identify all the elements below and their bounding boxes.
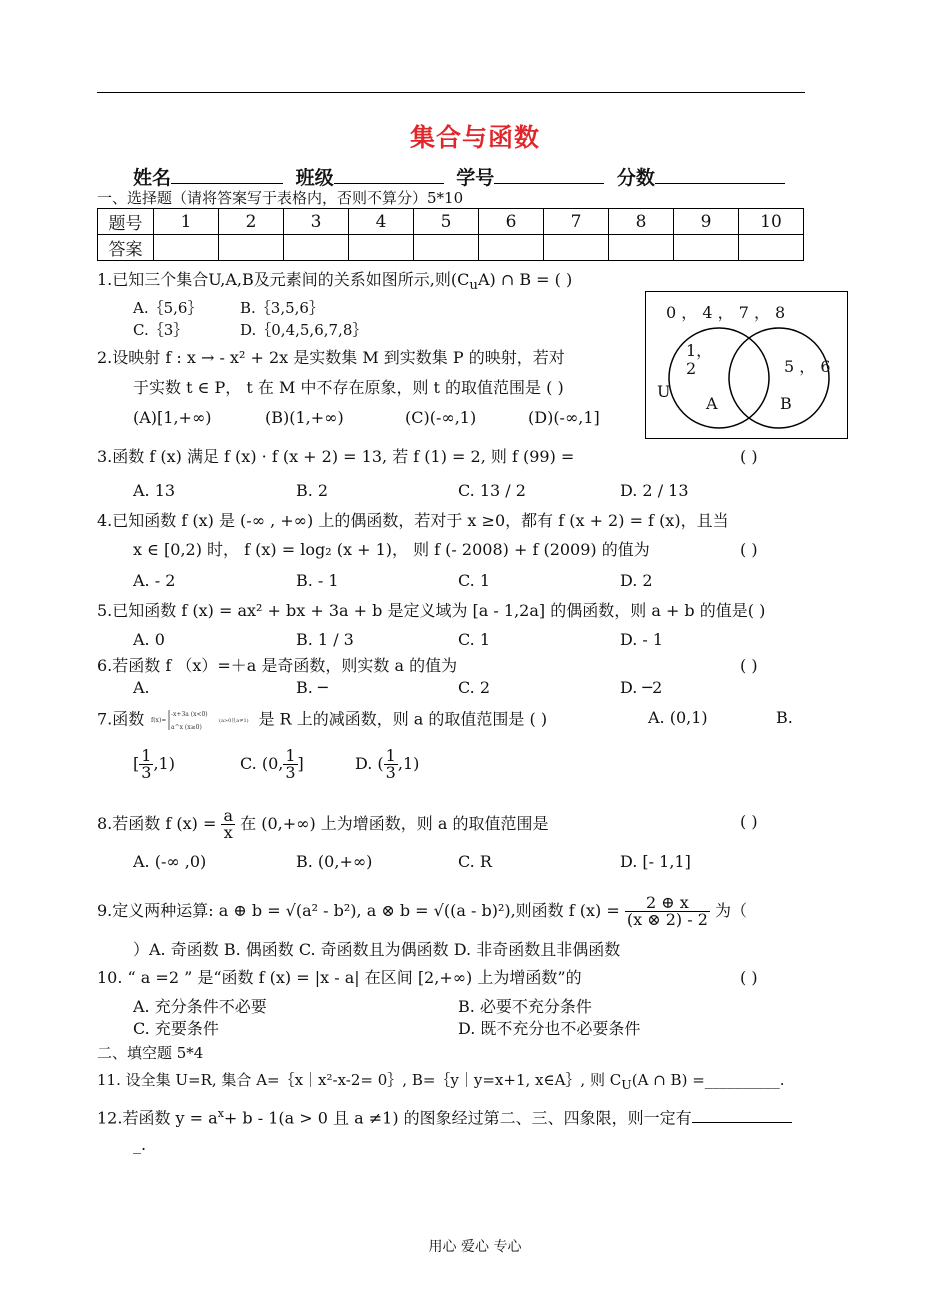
table-header-cell: 答案: [98, 235, 154, 261]
page-title: 集合与函数: [409, 123, 540, 152]
q4-option-c: C. 1: [458, 571, 491, 590]
question-1: [97, 270, 572, 296]
question-8-paren: ( ): [740, 812, 758, 831]
question-7-stem-end: 是 R 上的减函数，则 a 的取值范围是 ( ): [258, 709, 548, 729]
fraction-denominator: 3: [141, 763, 152, 782]
q3-option-d: D. 2 / 13: [620, 481, 689, 500]
venn-diagram: [645, 291, 848, 439]
question-4-paren: ( ): [740, 540, 758, 559]
venn-b-label: B: [780, 394, 792, 413]
q10-option-d: D. 既不充分也不必要条件: [458, 1019, 641, 1038]
q6-option-a: A.: [133, 678, 150, 697]
venn-a-only-elements: 1，2: [686, 341, 713, 378]
question-11: [97, 1070, 785, 1095]
venn-b-only-elements: 5 ， 6: [784, 357, 831, 376]
question-1-sub: u: [469, 278, 478, 294]
q7-option-b-open: [: [133, 754, 140, 773]
fraction-denominator: x: [223, 823, 233, 842]
table-cell: 7: [544, 209, 609, 235]
table-cell: 1: [154, 209, 219, 235]
q7-option-d: [355, 748, 419, 781]
id-label: 学号: [456, 167, 495, 189]
question-8-stem-end: 在 (0,+∞) 上为增函数，则 a 的取值范围是: [240, 814, 549, 833]
question-6-paren: ( ): [740, 656, 758, 675]
table-cell: 6: [479, 209, 544, 235]
question-2-cont: 于实数 t ∈ P， t 在 M 中不存在原象，则 t 的取值范围是 ( ): [133, 378, 564, 397]
q8-option-b: B. (0,+∞): [296, 852, 373, 871]
section-1-heading: 一、选择题（请将答案写于表格内，否则不算分）5*10: [97, 189, 464, 207]
q5-option-c: C. 1: [458, 630, 491, 649]
q5-option-b: B. 1 / 3: [296, 630, 354, 649]
q6-option-d: D. ─2: [620, 678, 663, 697]
set-b-circle: [729, 328, 829, 428]
question-5: 5.已知函数 f (x) = ax² + bx + 3a + b 是定义域为 [a - 1,2a] 的偶函数，则 a + b 的值是( ): [97, 601, 766, 620]
question-8-stem: 8.若函数 f (x) =: [97, 814, 217, 833]
question-1-stem-end: A) ∩ B = ( ): [477, 270, 573, 289]
question-9-tail: 为（: [715, 901, 748, 920]
q1-option-d: D.｛0,4,5,6,7,8｝: [240, 321, 368, 339]
q1-option-b: B.｛3,5,6｝: [240, 299, 324, 317]
set-a-circle: [669, 328, 769, 428]
q8-option-d: D. [- 1,1]: [620, 852, 691, 871]
class-blank[interactable]: [334, 165, 444, 184]
question-6: 6.若函数 f （x）=＋a 是奇函数，则实数 a 的值为: [97, 656, 458, 675]
venn-a-label: A: [706, 394, 718, 413]
table-cell: 10: [739, 209, 804, 235]
table-row: [98, 235, 804, 261]
svg-text:(a>0且a≠1): (a>0且a≠1): [219, 718, 249, 724]
answer-cell[interactable]: [219, 235, 284, 261]
q4-option-b: B. - 1: [296, 571, 339, 590]
answer-cell[interactable]: [284, 235, 349, 261]
fraction-numerator: 1: [385, 746, 396, 765]
answer-cell[interactable]: [479, 235, 544, 261]
id-blank[interactable]: [494, 165, 604, 184]
piecewise-formula-glyph: [149, 708, 253, 732]
name-blank[interactable]: [171, 165, 283, 184]
question-4: 4.已知函数 f (x) 是 (-∞ , +∞) 上的偶函数，若对于 x ≥0，都有 f (x + 2) = f (x)，且当: [97, 511, 729, 530]
q8-option-a: A. (-∞ ,0): [133, 852, 207, 871]
venn-outside-elements: 0 ， 4 ， 7 ， 8: [666, 303, 786, 322]
answer-cell[interactable]: [544, 235, 609, 261]
question-7: [97, 708, 547, 732]
question-9-stem: 9.定义两种运算: a ⊕ b = √(a² - b²), a ⊗ b = √((a - b)²),则函数 f (x) =: [97, 901, 620, 920]
q7-option-d-close: ,1): [397, 754, 420, 773]
table-cell: 3: [284, 209, 349, 235]
student-info-row: [133, 163, 791, 190]
table-cell: 2: [219, 209, 284, 235]
q7-option-c: [240, 748, 304, 781]
score-label: 分数: [616, 167, 655, 189]
fraction-denominator: 3: [285, 763, 296, 782]
fraction-q9: [625, 895, 710, 928]
question-10-paren: ( ): [740, 968, 758, 987]
section-2-heading: 二、填空题 5*4: [97, 1044, 204, 1062]
q6-option-b: B. ─: [296, 678, 328, 697]
q3-option-a: A. 13: [133, 481, 176, 500]
q10-option-c: C. 充要条件: [133, 1019, 219, 1038]
answer-table: [97, 208, 804, 261]
table-cell: 8: [609, 209, 674, 235]
q8-option-c: C. R: [458, 852, 492, 871]
answer-cell[interactable]: [609, 235, 674, 261]
q2-option-c: (C)(-∞,1): [405, 408, 477, 427]
q5-option-d: D. - 1: [620, 630, 664, 649]
q7-option-c-close: ]: [297, 754, 304, 773]
venn-u-label: U: [657, 382, 671, 401]
answer-cell[interactable]: [349, 235, 414, 261]
question-12-stem: 12.若函数 y = a: [97, 1108, 218, 1128]
header-rule: [97, 92, 805, 93]
question-10: 10. “ a =2 ” 是“函数 f (x) = |x - a| 在区间 [2,+∞) 上为增函数”的: [97, 968, 582, 987]
question-12-tail: + b - 1(a > 0 且 a ≠1) 的图象经过第二、三、四象限，则一定有: [223, 1108, 692, 1128]
q3-option-b: B. 2: [296, 481, 329, 500]
fraction-numerator: 1: [285, 746, 296, 765]
question-12-sup: x: [217, 1107, 224, 1120]
q7-option-c-open: C. (0,: [240, 754, 284, 773]
question-11-sub: U: [621, 1077, 632, 1092]
q10-option-b: B. 必要不充分条件: [458, 997, 592, 1016]
q4-option-a: A. - 2: [133, 571, 176, 590]
answer-cell[interactable]: [414, 235, 479, 261]
svg-text:f(x)=: f(x)=: [151, 717, 167, 724]
fraction-denominator: 3: [385, 763, 396, 782]
question-11-stem: 11. 设全集 U=R, 集合 A=｛x｜x²-x-2= 0｝, B=｛y｜y=x+1, x∈A｝, 则 C: [97, 1071, 622, 1089]
question-1-stem: 1.已知三个集合U,A,B及元素间的关系如图所示,则(C: [97, 270, 470, 289]
q7-option-b-close: ,1): [153, 754, 175, 773]
question-2: 2.设映射 f : x → - x² + 2x 是实数集 M 到实数集 P 的映射，若对: [97, 348, 565, 367]
answer-blank[interactable]: [692, 1106, 792, 1123]
question-12: [97, 1104, 792, 1128]
q4-option-d: D. 2: [620, 571, 653, 590]
q2-option-a: (A)[1,+∞): [133, 408, 212, 427]
fraction-one-third: [384, 748, 398, 781]
class-label: 班级: [295, 167, 334, 189]
piecewise-formula-image: [149, 708, 253, 732]
fraction-denominator: (x ⊗ 2) - 2: [626, 910, 708, 929]
fraction-numerator: 1: [141, 746, 152, 765]
question-7-stem: 7.函数: [97, 709, 145, 729]
svg-text:a^x (x≥0): a^x (x≥0): [171, 724, 203, 731]
question-9: [97, 895, 747, 928]
question-9-options: ）A. 奇函数 B. 偶函数 C. 奇函数且为偶函数 D. 非奇函数且非偶函数: [133, 940, 621, 959]
fraction-a-over-x: [221, 808, 235, 841]
name-label: 姓名: [133, 167, 172, 189]
fraction-one-third: [283, 748, 297, 781]
q1-option-a: A.｛5,6｝: [133, 299, 203, 317]
question-3: 3.函数 f (x) 满足 f (x) · f (x + 2) = 13, 若 f (1) = 2, 则 f (99) =: [97, 447, 575, 466]
svg-text:-x+3a (x<0): -x+3a (x<0): [171, 711, 209, 718]
q2-option-d: (D)(-∞,1]: [528, 408, 600, 427]
q5-option-a: A. 0: [133, 630, 165, 649]
question-12-cont: _.: [133, 1135, 147, 1154]
table-header-cell: 题号: [98, 209, 154, 235]
question-3-paren: ( ): [740, 447, 758, 466]
question-11-tail: (A ∩ B) =__________.: [631, 1071, 785, 1089]
answer-cell[interactable]: [674, 235, 739, 261]
q2-option-b: (B)(1,+∞): [265, 408, 344, 427]
q6-option-c: C. 2: [458, 678, 491, 697]
score-blank[interactable]: [655, 165, 785, 184]
question-4-cont: x ∈ [0,2) 时， f (x) = log₂ (x + 1)， 则 f (- 2008) + f (2009) 的值为: [133, 540, 650, 559]
q1-option-c: C.｛3｝: [133, 321, 189, 339]
fraction-numerator: 2 ⊕ x: [625, 895, 710, 912]
q7-option-d-open: D. (: [355, 754, 384, 773]
page-footer: 用心 爱心 专心: [428, 1239, 522, 1255]
q10-option-a: A. 充分条件不必要: [133, 997, 267, 1016]
q3-option-c: C. 13 / 2: [458, 481, 526, 500]
table-cell: 5: [414, 209, 479, 235]
table-row: [98, 209, 804, 235]
q7-option-b-label: B.: [776, 708, 793, 727]
answer-cell[interactable]: [739, 235, 804, 261]
fraction-one-third: [139, 748, 153, 781]
question-8: [97, 808, 548, 841]
table-cell: 4: [349, 209, 414, 235]
fraction-numerator: a: [223, 806, 234, 825]
table-cell: 9: [674, 209, 739, 235]
q7-option-b: [133, 748, 175, 781]
q7-option-a: A. (0,1): [648, 708, 708, 727]
answer-cell[interactable]: [154, 235, 219, 261]
